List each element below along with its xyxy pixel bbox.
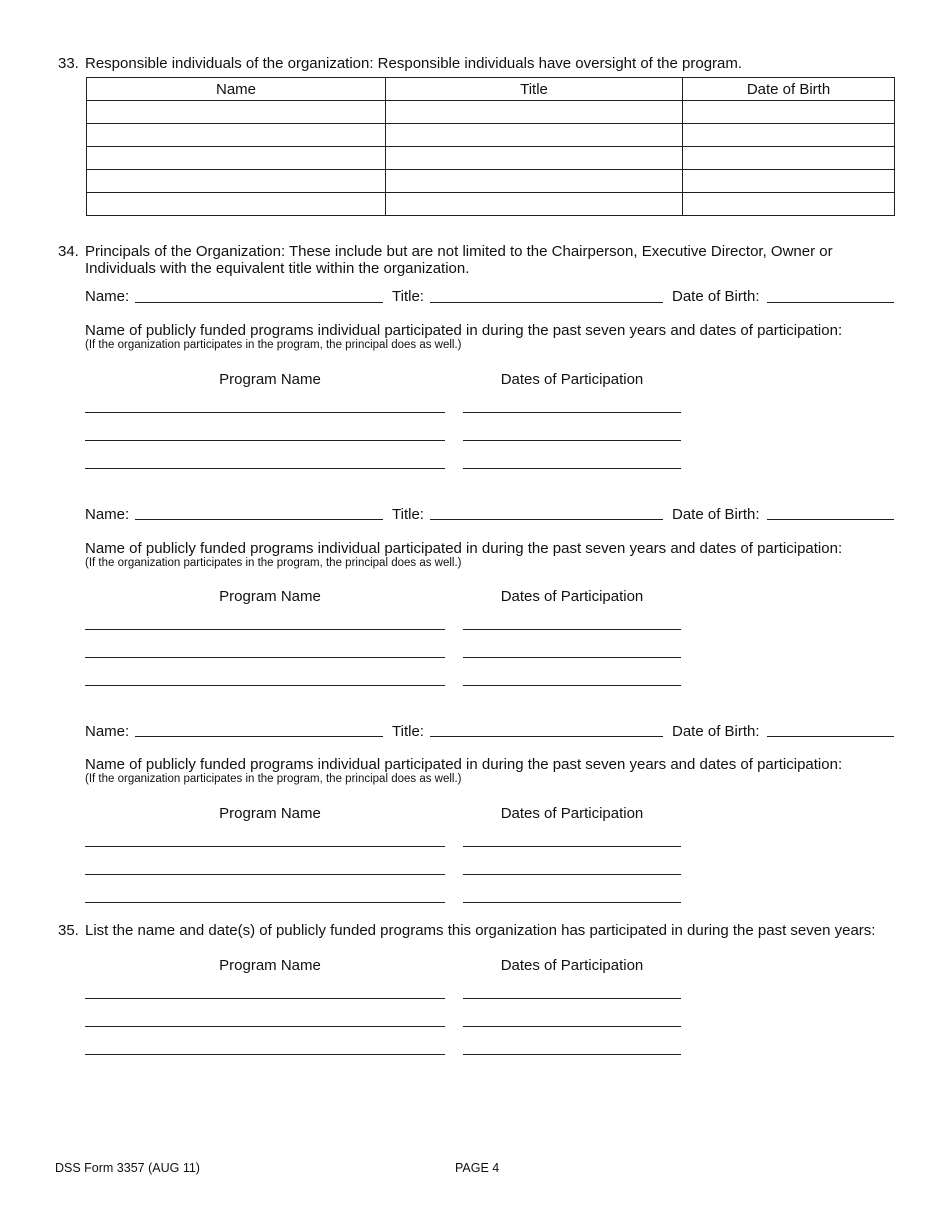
dates-field[interactable] [463,412,681,413]
program-name-field[interactable] [85,874,445,875]
dob-cell[interactable] [683,124,895,147]
responsible-individuals-table [86,77,895,216]
programs-note: (If the organization participates in the program, the principal does as well.) [85,339,462,351]
dates-field[interactable] [463,685,681,686]
program-name-field[interactable] [85,1026,445,1027]
program-name-field[interactable] [85,629,445,630]
title-cell[interactable] [386,193,683,216]
table-row [87,124,895,147]
dates-field[interactable] [463,657,681,658]
dob-label: Date of Birth: [672,723,760,740]
table-header-title: Title [386,78,683,101]
dates-header: Dates of Participation [500,957,644,974]
program-name-field[interactable] [85,468,445,469]
dob-field[interactable] [767,736,894,737]
title-cell[interactable] [386,124,683,147]
programs-instruction: Name of publicly funded programs individual participated in during the past seven years and dates of participation: [85,540,843,557]
name-field[interactable] [135,519,383,520]
program-name-field[interactable] [85,657,445,658]
dates-header: Dates of Participation [500,588,644,605]
program-name-field[interactable] [85,998,445,999]
name-label: Name: [85,723,130,740]
program-name-header: Program Name [219,957,321,974]
dob-field[interactable] [767,519,894,520]
title-label: Title: [392,288,424,305]
dates-field[interactable] [463,1054,681,1055]
form-id: DSS Form 3357 (AUG 11) [55,1161,200,1175]
programs-note: (If the organization participates in the program, the principal does as well.) [85,773,462,785]
table-row [87,101,895,124]
dates-field[interactable] [463,874,681,875]
title-label: Title: [392,506,424,523]
table-row [87,193,895,216]
table-header-dob: Date of Birth [683,78,895,101]
dates-field[interactable] [463,998,681,999]
table-row [87,170,895,193]
dates-header: Dates of Participation [500,805,644,822]
question-35-text: List the name and date(s) of publicly funded programs this organization has participated in during the past seven years: [85,922,876,939]
dob-label: Date of Birth: [672,506,760,523]
name-label: Name: [85,288,130,305]
name-field[interactable] [135,302,383,303]
dates-field[interactable] [463,902,681,903]
title-field[interactable] [430,519,663,520]
title-cell[interactable] [386,101,683,124]
name-cell[interactable] [87,193,386,216]
dates-field[interactable] [463,846,681,847]
question-34-text-line2: Individuals with the equivalent title within the organization. [85,260,470,277]
dates-field[interactable] [463,629,681,630]
program-name-header: Program Name [219,371,321,388]
dob-cell[interactable] [683,170,895,193]
name-field[interactable] [135,736,383,737]
programs-instruction: Name of publicly funded programs individual participated in during the past seven years and dates of participation: [85,756,843,773]
program-name-header: Program Name [219,588,321,605]
programs-note: (If the organization participates in the program, the principal does as well.) [85,557,462,569]
program-name-field[interactable] [85,1054,445,1055]
program-name-field[interactable] [85,902,445,903]
table-header-name: Name [87,78,386,101]
dob-cell[interactable] [683,147,895,170]
dob-cell[interactable] [683,193,895,216]
name-cell[interactable] [87,101,386,124]
program-name-field[interactable] [85,685,445,686]
name-cell[interactable] [87,147,386,170]
programs-instruction: Name of publicly funded programs individual participated in during the past seven years and dates of participation: [85,322,843,339]
question-35-number: 35. [58,922,79,939]
title-label: Title: [392,723,424,740]
program-name-field[interactable] [85,846,445,847]
title-field[interactable] [430,736,663,737]
name-cell[interactable] [87,170,386,193]
name-label: Name: [85,506,130,523]
name-cell[interactable] [87,124,386,147]
program-name-field[interactable] [85,412,445,413]
title-cell[interactable] [386,147,683,170]
dob-field[interactable] [767,302,894,303]
question-33-text: Responsible individuals of the organization: Responsible individuals have oversight of the program. [85,55,743,72]
page-number: PAGE 4 [455,1161,500,1175]
program-name-header: Program Name [219,805,321,822]
question-34-number: 34. [58,243,79,260]
title-cell[interactable] [386,170,683,193]
dates-field[interactable] [463,440,681,441]
question-33-number: 33. [58,55,79,72]
dob-cell[interactable] [683,101,895,124]
dates-field[interactable] [463,468,681,469]
dob-label: Date of Birth: [672,288,760,305]
dates-field[interactable] [463,1026,681,1027]
question-34-text-line1: Principals of the Organization: These include but are not limited to the Chairperson, Executive Director, Owner or [85,243,833,260]
dates-header: Dates of Participation [500,371,644,388]
table-row [87,147,895,170]
title-field[interactable] [430,302,663,303]
program-name-field[interactable] [85,440,445,441]
